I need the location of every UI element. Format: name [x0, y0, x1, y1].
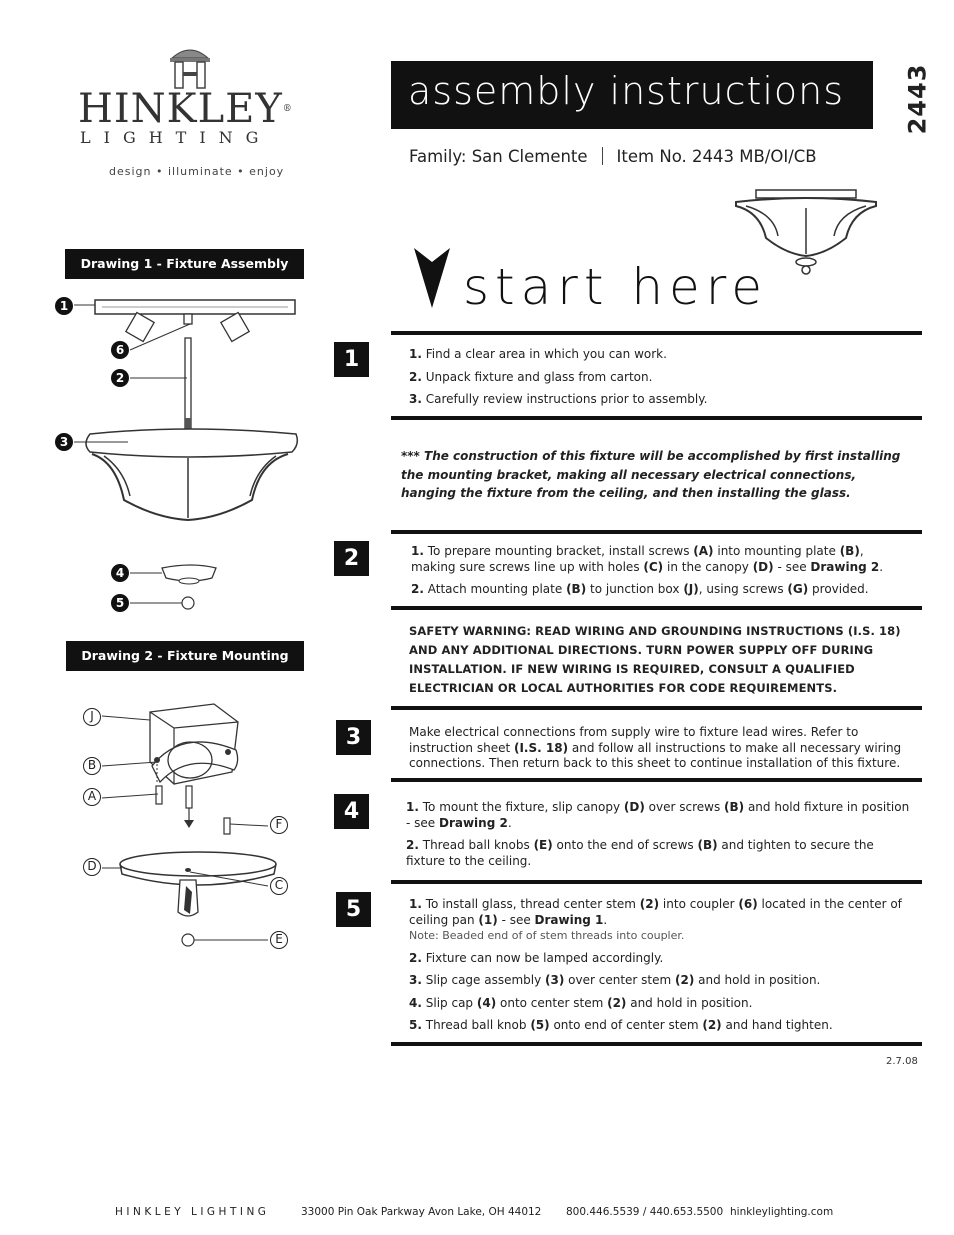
- hinkley-logo-emblem-icon: [166, 44, 214, 90]
- drawing2-letter-e: E: [270, 931, 288, 949]
- step5-note: Note: Beaded end of of stem threads into coupler.: [409, 929, 685, 942]
- step1-item-1: 1. Find a clear area in which you can work.: [409, 347, 667, 361]
- drawing1-label: Drawing 1 - Fixture Assembly: [65, 249, 304, 279]
- logo-subtitle: LIGHTING: [80, 128, 272, 147]
- drawing2-letter-f: F: [270, 816, 288, 834]
- rule-step4-bottom: [391, 880, 922, 884]
- family-line: [409, 147, 817, 166]
- drawing1-badge-1: 1: [55, 297, 73, 315]
- drawing2-label: Drawing 2 - Fixture Mounting: [66, 641, 304, 671]
- step5-item-2: 2. Fixture can now be lamped accordingly.: [409, 950, 664, 965]
- drawing1-badge-6: 6: [111, 341, 129, 359]
- step1-item-3: 3. Carefully review instructions prior to assembly.: [409, 392, 708, 406]
- drawing1-badge-2: 2: [111, 369, 129, 387]
- step5-content: [409, 897, 919, 1041]
- family-name: Family: San Clemente: [409, 147, 588, 166]
- step-number-4: 4: [334, 794, 369, 829]
- rule-step3-bottom: [391, 778, 922, 782]
- page-title: assembly instructions: [408, 69, 845, 113]
- rule-step5-bottom: [391, 1042, 922, 1046]
- safety-warning: SAFETY WARNING: READ WIRING AND GROUNDING INSTRUCTIONS (I.S. 18) AND ANY ADDITIONAL DIRECTIONS. TURN POWER SUPPLY OFF DURING INSTALLATION. IF NEW WIRING IS REQUIRED, CONSULT A QUALIFIED ELECTRICIAN OR LOCAL AUTHORITIES FOR CODE REQUIREMENTS.: [409, 624, 901, 695]
- drawing2-letter-c: C: [270, 877, 288, 895]
- step3-content: Make electrical connections from supply wire to fixture lead wires. Refer to instruction sheet (I.S. 18) and follow all instructions to make all necessary wiring connections. Then return back to this sheet to continue installation of this fixture.: [409, 725, 902, 770]
- footer-brand: HINKLEY LIGHTING: [115, 1206, 270, 1218]
- rule-step3-top: [391, 706, 922, 710]
- step5-item-3: 3. Slip cage assembly (3) over center stem (2) and hold in position.: [409, 973, 821, 987]
- step4-content: [406, 800, 916, 876]
- step-number-1: 1: [334, 342, 369, 377]
- step4-item-2: 2. Thread ball knobs (E) onto the end of screws (B) and tighten to secure the fixture to the ceiling.: [406, 838, 874, 868]
- step5-item-5: 5. Thread ball knob (5) onto end of center stem (2) and hand tighten.: [409, 1018, 833, 1032]
- footer-website[interactable]: hinkleylighting.com: [730, 1206, 834, 1218]
- footer-phone: 800.446.5539 / 440.653.5500: [566, 1206, 724, 1218]
- step1-item-2: 2. Unpack fixture and glass from carton.: [409, 369, 653, 384]
- drawing1-fixture-assembly: [70, 292, 320, 622]
- construction-note: *** The construction of this fixture will be accomplished by first installing the mounting bracket, making all necessary electrical connections, hanging the fixture from the ceiling, and then installing the glass.: [401, 449, 901, 500]
- drawing1-badge-5: 5: [111, 594, 129, 612]
- footer-address: 33000 Pin Oak Parkway Avon Lake, OH 44012: [301, 1206, 542, 1218]
- title-bar: [391, 61, 873, 129]
- step4-item-1: 1. To mount the fixture, slip canopy (D) over screws (B) and hold fixture in position - see Drawing 2.: [406, 800, 910, 830]
- rule-step2-top: [391, 530, 922, 534]
- start-here-heading: start here: [463, 258, 769, 316]
- start-arrow-icon: [414, 248, 450, 308]
- drawing2-letter-j: J: [83, 708, 101, 726]
- step-number-2: 2: [334, 541, 369, 576]
- item-number: Item No. 2443 MB/OI/CB: [616, 147, 817, 166]
- step5-item-4: 4. Slip cap (4) onto center stem (2) and hold in position.: [409, 995, 753, 1010]
- drawing2-letter-d: D: [83, 858, 101, 876]
- drawing2-letter-a: A: [83, 788, 101, 806]
- step5-item-1: 1. To install glass, thread center stem (2) into coupler (6) located in the center of ceiling pan (1) - see Drawing 1. Note: Beaded end of of stem threads into coupler.: [409, 897, 902, 942]
- drawing2-letter-b: B: [83, 757, 101, 775]
- logo-brand: HINKLEY®: [78, 86, 293, 132]
- drawing1-badge-3: 3: [55, 433, 73, 451]
- step1-content: [409, 347, 909, 415]
- step-number-3: 3: [336, 720, 371, 755]
- step2-content: [411, 544, 911, 605]
- logo-tagline: design • illuminate • enjoy: [109, 165, 285, 178]
- revision-date: 2.7.08: [886, 1056, 918, 1067]
- rule-step1-bottom: [391, 416, 922, 420]
- rule-step2-bottom: [391, 606, 922, 610]
- drawing1-badge-4: 4: [111, 564, 129, 582]
- step-number-5: 5: [336, 892, 371, 927]
- step2-item-1: 1. To prepare mounting bracket, install screws (A) into mounting plate (B), making sure screws line up with holes (C) in the canopy (D) - see Drawing 2.: [411, 544, 884, 574]
- step2-item-2: 2. Attach mounting plate (B) to junction box (J), using screws (G) provided.: [411, 582, 869, 596]
- item-number-vertical: 2443: [903, 63, 932, 135]
- rule-step1-top: [391, 331, 922, 335]
